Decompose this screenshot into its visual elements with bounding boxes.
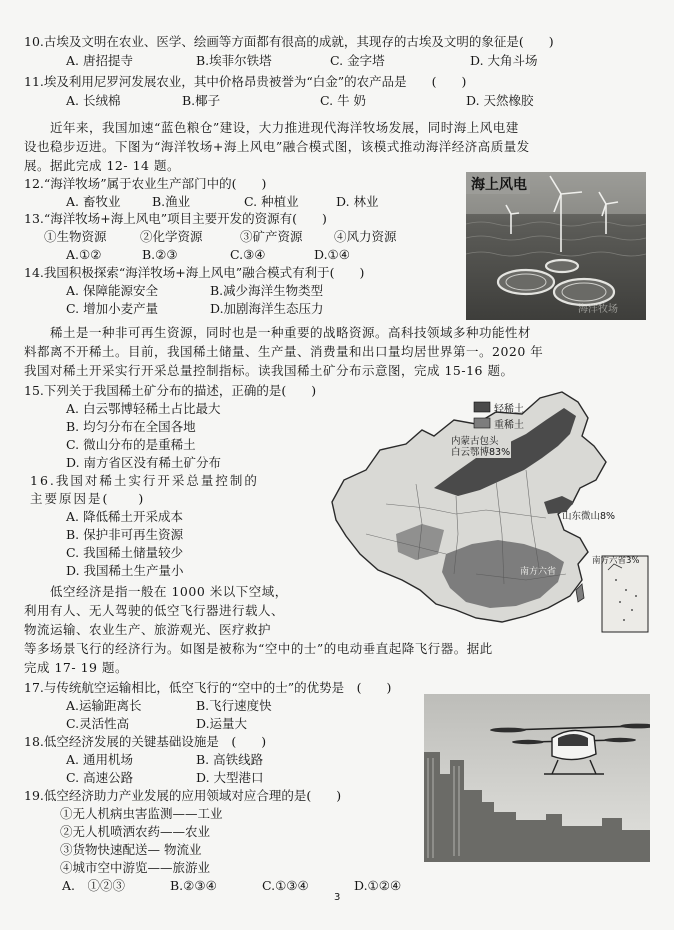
q19-item-3: ③货物快速配送— 物流业	[60, 842, 202, 857]
passage-3-line: 等多场景飞行的经济行为。如图是被称为“空中的士”的电动垂直起降飞行器。据此	[24, 641, 493, 656]
q16-option-b: B. 保护非可再生资源	[66, 527, 184, 542]
inner-mongolia-label-line: 内蒙古包头	[451, 436, 499, 447]
south-sea-inset	[602, 556, 648, 632]
q16-stem-line-1: 16.我国对稀土实行开采总量控制的	[30, 473, 259, 488]
legend-heavy-swatch	[474, 418, 490, 428]
q11-option-c: C. 牛 奶	[320, 93, 367, 108]
q19-option-b: B.②③④	[170, 878, 217, 893]
q13-item-2: ②化学资源	[140, 229, 203, 244]
offshore-wind-illustration	[466, 172, 646, 320]
passage-2-line: 我国对稀土开采实行开采总量控制指标。读我国稀土矿分布示意图，完成 15-16 题。	[24, 363, 514, 378]
air-taxi-illustration	[424, 694, 650, 862]
q15-option-c: C. 微山分布的是重稀土	[66, 437, 196, 452]
legend-heavy-label: 重稀土	[494, 420, 524, 431]
inner-mongolia-label-line: 白云鄂博83%	[451, 447, 511, 458]
passage-2-line: 料都离不开稀土。目前，我国稀土储量、生产量、消费量和出口量均居世界第一。2020 年	[24, 344, 544, 359]
q15-stem: 15.下列关于我国稀土矿分布的描述，正确的是( )	[24, 383, 317, 398]
q17-stem: 17.与传统航空运输相比，低空飞行的“空中的士”的优势是 ( )	[24, 680, 392, 695]
q11-option-a: A. 长绒棉	[66, 93, 121, 108]
q19-item-4: ④城市空中游览——旅游业	[60, 860, 211, 875]
passage-3-line: 完成 17- 19 题。	[24, 660, 128, 675]
passage-1	[24, 118, 530, 175]
legend-light-label: 轻稀土	[494, 404, 524, 415]
q17-option-a: A.运输距离长	[66, 698, 142, 713]
south-six-provinces-pct-label: 南方六省3%	[592, 556, 640, 566]
q19-item-2: ②无人机喷洒农药——农业	[60, 824, 211, 839]
q17-option-d: D.运量大	[196, 716, 248, 731]
q10-option-c: C. 金字塔	[330, 53, 385, 68]
offshore-wind-figure	[466, 172, 646, 320]
q16-stem-line-2: 主要原因是( )	[30, 491, 146, 506]
q15-option-d: D. 南方省区没有稀土矿分布	[66, 455, 222, 470]
q15-option-b: B. 均匀分布在全国各地	[66, 419, 196, 434]
q17-option-c: C.灵活性高	[66, 716, 130, 731]
offshore-wind-label: 海上风电	[471, 177, 527, 193]
q17-option-b: B.飞行速度快	[196, 698, 272, 713]
q19-option-d: D.①②④	[354, 878, 402, 893]
q13-item-4: ④风力资源	[334, 229, 397, 244]
q13-stem: 13.“海洋牧场+海上风电”项目主要开发的资源有( )	[24, 211, 327, 226]
q16-option-c: C. 我国稀土储量较少	[66, 545, 184, 560]
q11-option-b: B.椰子	[182, 93, 221, 108]
q13-option-d: D.①④	[314, 247, 350, 262]
q19-option-a: A. ①②③	[62, 878, 126, 893]
south-six-provinces-label: 南方六省	[520, 567, 557, 577]
shandong-label: 山东微山8%	[562, 511, 616, 522]
q12-option-a: A. 畜牧业	[66, 194, 121, 209]
q15-option-a: A. 白云鄂博轻稀土占比最大	[66, 401, 221, 416]
q19-option-c: C.①③④	[262, 878, 309, 893]
q10-stem: 10.古埃及文明在农业、医学、绘画等方面都有很高的成就，其现存的古埃及文明的象征是( )	[24, 34, 554, 49]
air-taxi-photo	[424, 694, 650, 862]
q12-option-c: C. 种植业	[244, 194, 299, 209]
q18-option-d: D. 大型港口	[196, 770, 264, 785]
q19-item-1: ①无人机病虫害监测——工业	[60, 806, 223, 821]
passage-1-line: 设也稳步迈进。下图为“海洋牧场+海上风电”融合模式图，该模式推动海洋经济高质量发	[24, 139, 530, 154]
passage-3-line: 利用有人、无人驾驶的低空飞行器进行载人、	[24, 603, 285, 618]
passage-3	[24, 582, 493, 677]
q18-stem: 18.低空经济发展的关键基础设施是 ( )	[24, 734, 267, 749]
q14-option-b: B.减少海洋生物类型	[210, 283, 324, 298]
q10-option-d: D. 大角斗场	[470, 53, 538, 68]
passage-1-line: 展。据此完成 12- 14 题。	[24, 158, 180, 173]
q16-option-a: A. 降低稀土开采成本	[66, 509, 183, 524]
passage-3-line: 低空经济是指一般在 1000 米以下空域，	[24, 584, 288, 599]
legend-light-swatch	[474, 402, 490, 412]
q18-option-b: B. 高铁线路	[196, 752, 264, 767]
q10-option-b: B.埃菲尔铁塔	[196, 53, 272, 68]
q12-option-d: D. 林业	[336, 194, 379, 209]
page-number: 3	[334, 892, 341, 903]
q11-stem: 11.埃及利用尼罗河发展农业，其中价格昂贵被誉为“白金”的农产品是 ( )	[24, 74, 467, 89]
q18-option-c: C. 高速公路	[66, 770, 134, 785]
passage-3-line: 物流运输、农业生产、旅游观光、医疗救护	[24, 622, 272, 637]
q19-stem: 19.低空经济助力产业发展的应用领域对应合理的是( )	[24, 788, 342, 803]
q10-option-a: A. 唐招提寺	[66, 53, 133, 68]
q13-option-b: B.②③	[142, 247, 178, 262]
q12-stem: 12.“海洋牧场”属于农业生产部门中的( )	[24, 176, 267, 191]
q14-option-c: C. 增加小麦产量	[66, 301, 159, 316]
q13-item-3: ③矿产资源	[240, 229, 303, 244]
q14-option-a: A. 保障能源安全	[66, 283, 158, 298]
q11-option-d: D. 天然橡胶	[466, 93, 534, 108]
q13-option-a: A.①②	[66, 247, 102, 262]
inner-mongolia-label	[450, 436, 511, 458]
passage-2-line: 稀土是一种非可再生资源，同时也是一种重要的战略资源。高科技领域多种功能性材	[24, 325, 532, 340]
q13-item-1: ①生物资源	[44, 229, 107, 244]
q16-option-d: D. 我国稀土生产量小	[66, 563, 184, 578]
q12-option-b: B.渔业	[152, 194, 191, 209]
passage-1-line: 近年来，我国加速“蓝色粮仓”建设，大力推进现代海洋牧场发展，同时海上风电建	[24, 120, 519, 135]
q18-option-a: A. 通用机场	[66, 752, 133, 767]
q14-stem: 14.我国积极探索“海洋牧场+海上风电”融合模式有利于( )	[24, 265, 365, 280]
marine-ranch-watermark: 海洋牧场	[578, 304, 618, 315]
q13-option-c: C.③④	[230, 247, 266, 262]
passage-2	[24, 323, 543, 380]
q14-option-d: D.加剧海洋生态压力	[210, 301, 324, 316]
